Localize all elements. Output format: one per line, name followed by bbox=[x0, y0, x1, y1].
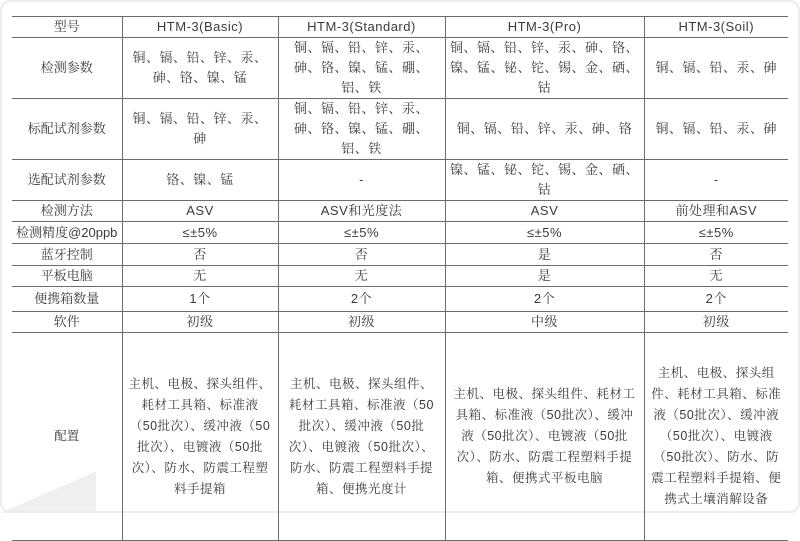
cell-pro: 2个 bbox=[445, 287, 644, 312]
cell-basic: ASV bbox=[122, 201, 278, 222]
cell-pro: 中级 bbox=[445, 312, 644, 333]
spec-comparison-table bbox=[12, 16, 788, 541]
cell-pro: 铜、镉、铅、锌、汞、砷、铬 bbox=[445, 99, 644, 160]
cell-standard: - bbox=[278, 160, 445, 201]
cell-pro: ≤±5% bbox=[445, 222, 644, 244]
header-model-pro: HTM-3(Pro) bbox=[445, 17, 644, 38]
cell-basic: 初级 bbox=[122, 312, 278, 333]
row-label: 检测方法 bbox=[12, 201, 122, 222]
header-row bbox=[12, 17, 788, 38]
cell-standard: ASV和光度法 bbox=[278, 201, 445, 222]
table-row-accuracy bbox=[12, 222, 788, 244]
cell-pro: 是 bbox=[445, 266, 644, 287]
cell-soil: 2个 bbox=[644, 287, 788, 312]
cell-pro: 是 bbox=[445, 244, 644, 266]
cell-pro: 铜、镉、铅、锌、汞、砷、铬、镍、锰、铋、铊、锡、金、硒、钴 bbox=[445, 38, 644, 99]
table-row-software bbox=[12, 312, 788, 333]
cell-basic: 主机、电极、探头组件、耗材工具箱、标准液（50批次）、缓冲液（50批次）、电镀液（50批次）、防水、防震工程塑料手提箱 bbox=[122, 333, 278, 541]
cell-soil: 铜、镉、铅、汞、砷 bbox=[644, 38, 788, 99]
table-row-bluetooth bbox=[12, 244, 788, 266]
cell-basic: 无 bbox=[122, 266, 278, 287]
cell-pro: 主机、电极、探头组件、耗材工具箱、标准液（50批次）、缓冲液（50批次）、电镀液（50批次）、防水、防震工程塑料手提箱、便携式平板电脑 bbox=[445, 333, 644, 541]
cell-soil: 初级 bbox=[644, 312, 788, 333]
cell-standard: ≤±5% bbox=[278, 222, 445, 244]
cell-basic: 铬、镍、锰 bbox=[122, 160, 278, 201]
cell-soil: 无 bbox=[644, 266, 788, 287]
row-label: 蓝牙控制 bbox=[12, 244, 122, 266]
cell-standard: 否 bbox=[278, 244, 445, 266]
cell-soil: 否 bbox=[644, 244, 788, 266]
row-label: 便携箱数量 bbox=[12, 287, 122, 312]
header-model-standard: HTM-3(Standard) bbox=[278, 17, 445, 38]
header-model-soil: HTM-3(Soil) bbox=[644, 17, 788, 38]
row-label: 选配试剂参数 bbox=[12, 160, 122, 201]
cell-basic: ≤±5% bbox=[122, 222, 278, 244]
row-label: 平板电脑 bbox=[12, 266, 122, 287]
cell-pro: 镍、锰、铋、铊、锡、金、硒、钴 bbox=[445, 160, 644, 201]
cell-basic: 铜、镉、铅、锌、汞、砷、铬、镍、锰 bbox=[122, 38, 278, 99]
header-model-basic: HTM-3(Basic) bbox=[122, 17, 278, 38]
cell-soil: 前处理和ASV bbox=[644, 201, 788, 222]
row-label: 配置 bbox=[12, 333, 122, 541]
cell-basic: 铜、镉、铅、锌、汞、砷 bbox=[122, 99, 278, 160]
row-label: 检测精度@20ppb bbox=[12, 222, 122, 244]
row-label: 标配试剂参数 bbox=[12, 99, 122, 160]
row-label: 检测参数 bbox=[12, 38, 122, 99]
header-model-label: 型号 bbox=[12, 17, 122, 38]
cell-soil: 铜、镉、铅、汞、砷 bbox=[644, 99, 788, 160]
table-row-optional-reagents bbox=[12, 160, 788, 201]
cell-soil: 主机、电极、探头组件、耗材工具箱、标准液（50批次）、缓冲液（50批次）、电镀液（50批次）、防水、防震工程塑料手提箱、便携式土壤消解设备 bbox=[644, 333, 788, 541]
cell-pro: ASV bbox=[445, 201, 644, 222]
cell-standard: 无 bbox=[278, 266, 445, 287]
table-row-detection-params bbox=[12, 38, 788, 99]
cell-standard: 铜、镉、铅、锌、汞、砷、铬、镍、锰、硼、铝、铁 bbox=[278, 99, 445, 160]
table-row-detection-method bbox=[12, 201, 788, 222]
cell-soil: - bbox=[644, 160, 788, 201]
cell-basic: 否 bbox=[122, 244, 278, 266]
table-row-case-count bbox=[12, 287, 788, 312]
row-label: 软件 bbox=[12, 312, 122, 333]
table-row-standard-reagents bbox=[12, 99, 788, 160]
cell-standard: 2个 bbox=[278, 287, 445, 312]
table-row-configuration bbox=[12, 333, 788, 541]
cell-standard: 主机、电极、探头组件、耗材工具箱、标准液（50批次）、缓冲液（50批次）、电镀液（50批次）、防水、防震工程塑料手提箱、便携光度计 bbox=[278, 333, 445, 541]
cell-basic: 1个 bbox=[122, 287, 278, 312]
cell-standard: 铜、镉、铅、锌、汞、砷、铬、镍、锰、硼、铝、铁 bbox=[278, 38, 445, 99]
cell-soil: ≤±5% bbox=[644, 222, 788, 244]
cell-standard: 初级 bbox=[278, 312, 445, 333]
table-row-tablet bbox=[12, 266, 788, 287]
